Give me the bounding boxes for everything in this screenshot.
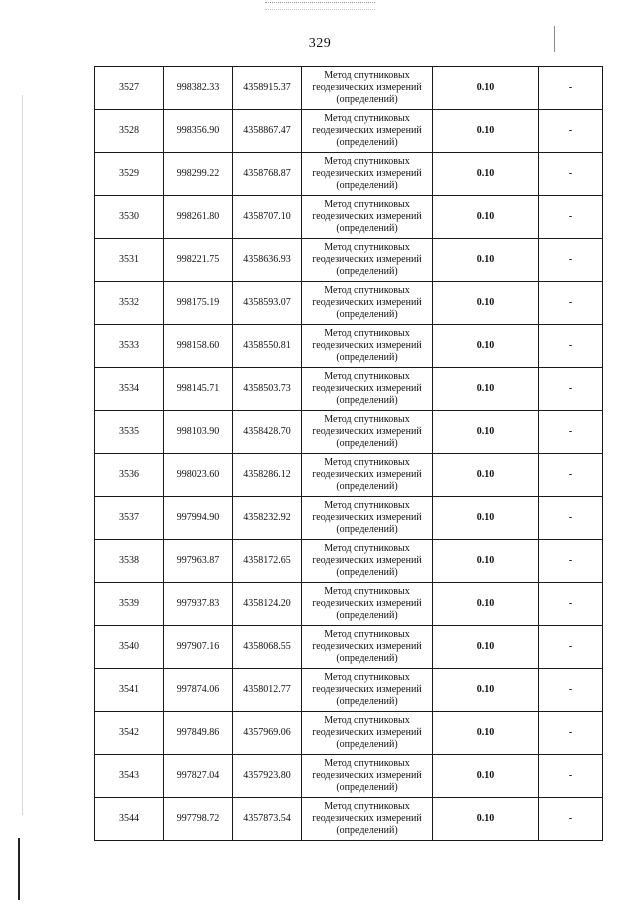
- accuracy-cell: 0.10: [433, 110, 539, 153]
- note-cell: -: [539, 196, 603, 239]
- point-number-cell: 3533: [95, 325, 164, 368]
- table-row: [95, 239, 603, 282]
- accuracy-cell: 0.10: [433, 626, 539, 669]
- y-coordinate-cell: 4358550.81: [233, 325, 302, 368]
- x-coordinate-cell: 997798.72: [164, 798, 233, 841]
- point-number-cell: 3530: [95, 196, 164, 239]
- y-coordinate-cell: 4358915.37: [233, 67, 302, 110]
- method-cell: Метод спутниковых геодезических измерений (определений): [302, 755, 433, 798]
- point-number-cell: 3541: [95, 669, 164, 712]
- table-row: [95, 454, 603, 497]
- note-cell: -: [539, 153, 603, 196]
- y-coordinate-cell: 4358428.70: [233, 411, 302, 454]
- point-number-cell: 3531: [95, 239, 164, 282]
- x-coordinate-cell: 998103.90: [164, 411, 233, 454]
- coordinates-table: [94, 66, 603, 841]
- accuracy-cell: 0.10: [433, 712, 539, 755]
- y-coordinate-cell: 4358232.92: [233, 497, 302, 540]
- accuracy-cell: 0.10: [433, 669, 539, 712]
- y-coordinate-cell: 4358012.77: [233, 669, 302, 712]
- method-cell: Метод спутниковых геодезических измерений (определений): [302, 153, 433, 196]
- note-cell: -: [539, 239, 603, 282]
- accuracy-cell: 0.10: [433, 239, 539, 282]
- note-cell: -: [539, 669, 603, 712]
- x-coordinate-cell: 998299.22: [164, 153, 233, 196]
- accuracy-cell: 0.10: [433, 67, 539, 110]
- method-cell: Метод спутниковых геодезических измерений (определений): [302, 454, 433, 497]
- note-cell: -: [539, 583, 603, 626]
- note-cell: -: [539, 454, 603, 497]
- y-coordinate-cell: 4357969.06: [233, 712, 302, 755]
- method-cell: Метод спутниковых геодезических измерений (определений): [302, 497, 433, 540]
- point-number-cell: 3535: [95, 411, 164, 454]
- x-coordinate-cell: 998145.71: [164, 368, 233, 411]
- accuracy-cell: 0.10: [433, 454, 539, 497]
- point-number-cell: 3527: [95, 67, 164, 110]
- table-row: [95, 282, 603, 325]
- x-coordinate-cell: 998382.33: [164, 67, 233, 110]
- method-cell: Метод спутниковых геодезических измерений (определений): [302, 282, 433, 325]
- point-number-cell: 3543: [95, 755, 164, 798]
- accuracy-cell: 0.10: [433, 583, 539, 626]
- method-cell: Метод спутниковых геодезических измерений (определений): [302, 798, 433, 841]
- scan-artifact-bottom-bar: [18, 838, 20, 900]
- method-cell: Метод спутниковых геодезических измерений (определений): [302, 626, 433, 669]
- y-coordinate-cell: 4358068.55: [233, 626, 302, 669]
- table-row: [95, 368, 603, 411]
- x-coordinate-cell: 997849.86: [164, 712, 233, 755]
- table-row: [95, 497, 603, 540]
- y-coordinate-cell: 4358768.87: [233, 153, 302, 196]
- note-cell: -: [539, 540, 603, 583]
- point-number-cell: 3538: [95, 540, 164, 583]
- accuracy-cell: 0.10: [433, 497, 539, 540]
- accuracy-cell: 0.10: [433, 798, 539, 841]
- x-coordinate-cell: 997963.87: [164, 540, 233, 583]
- table-row: [95, 540, 603, 583]
- method-cell: Метод спутниковых геодезических измерений (определений): [302, 110, 433, 153]
- y-coordinate-cell: 4358124.20: [233, 583, 302, 626]
- note-cell: -: [539, 626, 603, 669]
- table-row: [95, 798, 603, 841]
- point-number-cell: 3528: [95, 110, 164, 153]
- note-cell: -: [539, 368, 603, 411]
- x-coordinate-cell: 998261.80: [164, 196, 233, 239]
- x-coordinate-cell: 998221.75: [164, 239, 233, 282]
- note-cell: -: [539, 325, 603, 368]
- accuracy-cell: 0.10: [433, 368, 539, 411]
- note-cell: -: [539, 497, 603, 540]
- note-cell: -: [539, 798, 603, 841]
- y-coordinate-cell: 4358636.93: [233, 239, 302, 282]
- page-number: 329: [308, 36, 332, 51]
- point-number-cell: 3544: [95, 798, 164, 841]
- point-number-cell: 3540: [95, 626, 164, 669]
- point-number-cell: 3537: [95, 497, 164, 540]
- note-cell: -: [539, 411, 603, 454]
- y-coordinate-cell: 4358867.47: [233, 110, 302, 153]
- x-coordinate-cell: 998356.90: [164, 110, 233, 153]
- point-number-cell: 3529: [95, 153, 164, 196]
- accuracy-cell: 0.10: [433, 540, 539, 583]
- method-cell: Метод спутниковых геодезических измерений (определений): [302, 669, 433, 712]
- method-cell: Метод спутниковых геодезических измерений (определений): [302, 368, 433, 411]
- table-row: [95, 325, 603, 368]
- accuracy-cell: 0.10: [433, 755, 539, 798]
- table-row: [95, 626, 603, 669]
- table-row: [95, 712, 603, 755]
- x-coordinate-cell: 997827.04: [164, 755, 233, 798]
- method-cell: Метод спутниковых геодезических измерений (определений): [302, 540, 433, 583]
- point-number-cell: 3532: [95, 282, 164, 325]
- y-coordinate-cell: 4358503.73: [233, 368, 302, 411]
- accuracy-cell: 0.10: [433, 282, 539, 325]
- method-cell: Метод спутниковых геодезических измерений (определений): [302, 325, 433, 368]
- x-coordinate-cell: 997937.83: [164, 583, 233, 626]
- accuracy-cell: 0.10: [433, 325, 539, 368]
- method-cell: Метод спутниковых геодезических измерений (определений): [302, 712, 433, 755]
- y-coordinate-cell: 4358172.65: [233, 540, 302, 583]
- note-cell: -: [539, 282, 603, 325]
- method-cell: Метод спутниковых геодезических измерений (определений): [302, 196, 433, 239]
- coordinates-table-body: [95, 67, 603, 841]
- table-row: [95, 411, 603, 454]
- y-coordinate-cell: 4357923.80: [233, 755, 302, 798]
- table-row: [95, 669, 603, 712]
- x-coordinate-cell: 997874.06: [164, 669, 233, 712]
- table-row: [95, 196, 603, 239]
- x-coordinate-cell: 998158.60: [164, 325, 233, 368]
- point-number-cell: 3539: [95, 583, 164, 626]
- accuracy-cell: 0.10: [433, 411, 539, 454]
- table-row: [95, 153, 603, 196]
- accuracy-cell: 0.10: [433, 153, 539, 196]
- scan-artifact-left-line: [22, 95, 23, 815]
- table-row: [95, 583, 603, 626]
- note-cell: -: [539, 110, 603, 153]
- note-cell: -: [539, 755, 603, 798]
- y-coordinate-cell: 4358286.12: [233, 454, 302, 497]
- note-cell: -: [539, 712, 603, 755]
- point-number-cell: 3534: [95, 368, 164, 411]
- point-number-cell: 3542: [95, 712, 164, 755]
- y-coordinate-cell: 4357873.54: [233, 798, 302, 841]
- y-coordinate-cell: 4358707.10: [233, 196, 302, 239]
- accuracy-cell: 0.10: [433, 196, 539, 239]
- point-number-cell: 3536: [95, 454, 164, 497]
- method-cell: Метод спутниковых геодезических измерений (определений): [302, 239, 433, 282]
- table-row: [95, 110, 603, 153]
- note-cell: -: [539, 67, 603, 110]
- method-cell: Метод спутниковых геодезических измерений (определений): [302, 583, 433, 626]
- scan-artifact-top: [265, 2, 375, 10]
- y-coordinate-cell: 4358593.07: [233, 282, 302, 325]
- x-coordinate-cell: 997994.90: [164, 497, 233, 540]
- method-cell: Метод спутниковых геодезических измерений (определений): [302, 67, 433, 110]
- x-coordinate-cell: 997907.16: [164, 626, 233, 669]
- x-coordinate-cell: 998175.19: [164, 282, 233, 325]
- table-row: [95, 755, 603, 798]
- method-cell: Метод спутниковых геодезических измерений (определений): [302, 411, 433, 454]
- table-row: [95, 67, 603, 110]
- x-coordinate-cell: 998023.60: [164, 454, 233, 497]
